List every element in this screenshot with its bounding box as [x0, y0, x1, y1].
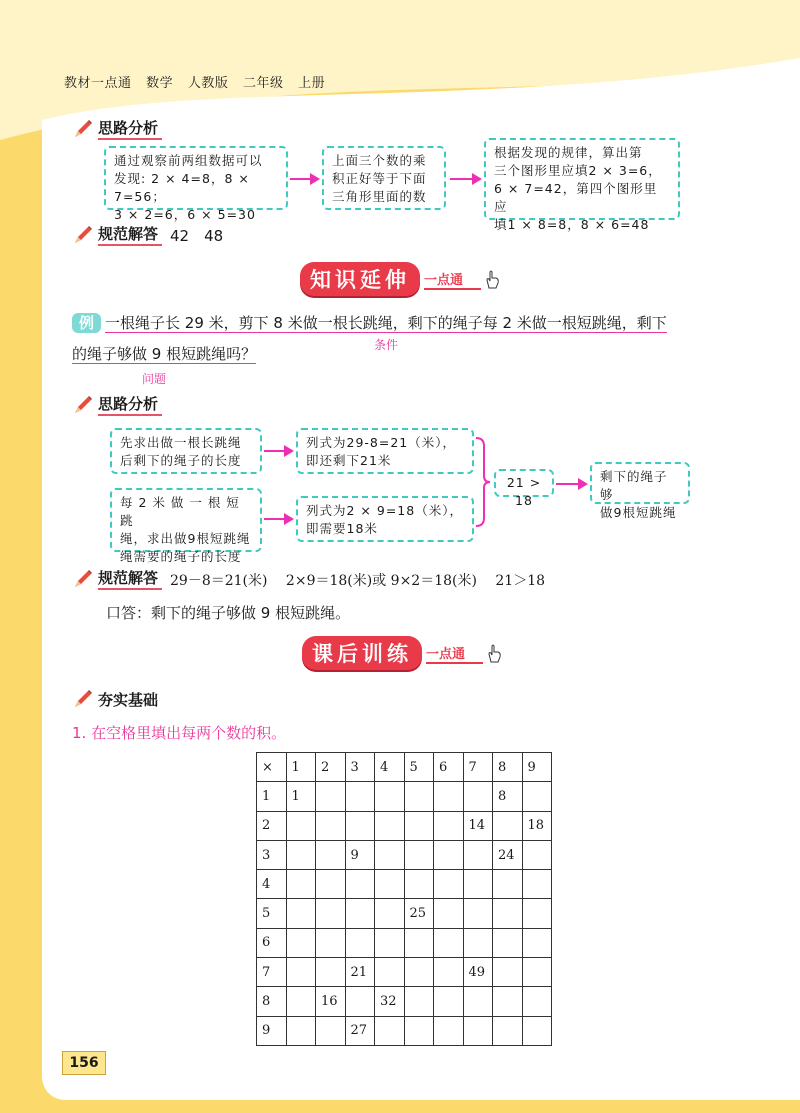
analysis-box-a — [110, 428, 262, 474]
table-cell[interactable] — [434, 811, 464, 840]
box-line: 三个图形里应填2 × 3=6， — [494, 163, 662, 178]
box-line: 即还剩下21米 — [306, 453, 392, 468]
table-header-cell: 4 — [257, 870, 287, 899]
banner-title: 课后训练 — [302, 636, 422, 670]
table-cell[interactable] — [345, 928, 375, 957]
table-row — [257, 870, 552, 899]
table-cell[interactable] — [493, 958, 523, 987]
table-cell[interactable] — [316, 958, 346, 987]
table-row — [257, 958, 552, 987]
table-cell[interactable]: 32 — [375, 987, 405, 1016]
box-line: 通过观察前两组数据可以 — [114, 153, 263, 168]
table-cell[interactable]: 8 — [493, 782, 523, 811]
table-cell[interactable] — [345, 899, 375, 928]
analysis-box-f — [590, 462, 690, 520]
pencil-icon — [72, 688, 94, 710]
analysis-title-1: 思路分析 — [98, 118, 162, 140]
table-cell[interactable] — [286, 958, 316, 987]
table-cell[interactable] — [404, 928, 434, 957]
table-cell[interactable]: 21 — [345, 958, 375, 987]
arrow-right-icon — [556, 483, 586, 485]
table-row — [257, 753, 552, 782]
box-line: 上面三个数的乘 — [332, 153, 427, 168]
table-cell[interactable] — [345, 870, 375, 899]
subject: 数学 — [146, 76, 174, 91]
table-cell[interactable] — [316, 782, 346, 811]
table-cell[interactable] — [375, 958, 405, 987]
basics-title: 夯实基础 — [98, 691, 159, 709]
table-cell[interactable] — [404, 870, 434, 899]
table-cell[interactable] — [286, 811, 316, 840]
table-header-cell: 9 — [522, 753, 552, 782]
table-cell[interactable] — [493, 811, 523, 840]
table-cell[interactable] — [434, 840, 464, 869]
table-header-cell: 1 — [257, 782, 287, 811]
analysis-heading-2 — [72, 392, 162, 416]
table-header-cell: 8 — [257, 987, 287, 1016]
table-cell[interactable] — [463, 782, 493, 811]
table-cell[interactable] — [434, 1016, 464, 1045]
table-cell[interactable] — [404, 811, 434, 840]
box-line: 绳，求出做9根短跳绳 — [120, 531, 251, 546]
table-header-cell: 2 — [257, 811, 287, 840]
answer-title-2: 规范解答 — [98, 568, 162, 590]
table-row — [257, 840, 552, 869]
banner-tail: 一点通 — [426, 643, 483, 664]
table-cell[interactable] — [375, 811, 405, 840]
table-cell[interactable] — [463, 928, 493, 957]
box-line: 先求出做一根长跳绳 — [120, 435, 242, 450]
table-cell[interactable] — [375, 1016, 405, 1045]
table-cell[interactable] — [522, 1016, 552, 1045]
table-cell[interactable] — [404, 987, 434, 1016]
example-problem — [72, 308, 740, 370]
table-header-cell: × — [257, 753, 287, 782]
table-row — [257, 899, 552, 928]
box-line: 后剩下的绳子的长度 — [120, 453, 242, 468]
table-cell[interactable]: 16 — [316, 987, 346, 1016]
table-cell[interactable] — [286, 840, 316, 869]
answer-heading-2 — [72, 566, 545, 590]
table-cell[interactable] — [375, 870, 405, 899]
table-cell[interactable] — [375, 782, 405, 811]
box-line: 三角形里面的数 — [332, 189, 427, 204]
multiplication-table — [256, 752, 552, 1046]
table-cell[interactable] — [493, 928, 523, 957]
table-cell[interactable] — [434, 899, 464, 928]
table-cell[interactable] — [404, 1016, 434, 1045]
table-cell[interactable] — [286, 899, 316, 928]
book-name: 教材一点通 — [64, 76, 132, 91]
brace-icon — [474, 436, 494, 528]
answer-heading-1 — [72, 222, 223, 246]
table-cell[interactable] — [522, 782, 552, 811]
pointer-hand-icon — [483, 642, 505, 664]
table-cell[interactable] — [522, 987, 552, 1016]
grade: 二年级 — [242, 76, 284, 91]
table-cell[interactable] — [375, 840, 405, 869]
banner-after-class-practice — [302, 636, 505, 670]
page-number: 156 — [62, 1051, 106, 1075]
table-cell[interactable] — [522, 870, 552, 899]
analysis-box-2 — [322, 146, 446, 210]
example-line-1: 一根绳子长 29 米，剪下 8 米做一根长跳绳，剩下的绳子每 2 米做一根短跳绳，剩下 — [105, 314, 667, 332]
basics-heading — [72, 686, 162, 710]
table-row — [257, 1016, 552, 1045]
table-cell[interactable] — [522, 840, 552, 869]
volume: 上册 — [298, 76, 326, 91]
edition: 人教版 — [187, 76, 229, 91]
box-line: 剩下的绳子够 — [600, 469, 668, 502]
book-header — [64, 72, 335, 91]
table-cell[interactable] — [463, 899, 493, 928]
example-line-2: 的绳子够做 9 根短跳绳吗？ — [72, 345, 257, 363]
box-line: 3 × 2=6，6 × 5=30 — [114, 207, 256, 222]
arrow-right-icon — [290, 178, 318, 180]
box-line: 填1 × 8=8，8 × 6=48 — [494, 217, 650, 232]
table-header-cell: 6 — [434, 753, 464, 782]
table-cell[interactable] — [522, 928, 552, 957]
table-cell[interactable] — [286, 987, 316, 1016]
table-header-cell: 8 — [493, 753, 523, 782]
analysis-box-c — [110, 488, 262, 564]
box-line: 发现: 2 × 4=8，8 × 7=56； — [114, 171, 250, 204]
table-cell[interactable]: 1 — [286, 782, 316, 811]
box-line: 6 × 7=42，第四个图形里应 — [494, 181, 658, 214]
pointer-hand-icon — [481, 268, 503, 290]
table-cell[interactable] — [434, 928, 464, 957]
question-note: 问题 — [142, 372, 167, 386]
table-cell[interactable] — [463, 840, 493, 869]
table-cell[interactable] — [404, 958, 434, 987]
table-cell[interactable]: 25 — [404, 899, 434, 928]
table-cell[interactable] — [404, 782, 434, 811]
box-line: 绳需要的绳子的长度 — [120, 549, 242, 564]
table-cell[interactable]: 14 — [463, 811, 493, 840]
table-cell[interactable] — [316, 928, 346, 957]
pencil-icon — [72, 224, 94, 246]
table-cell[interactable] — [463, 987, 493, 1016]
banner-tail: 一点通 — [424, 269, 481, 290]
table-cell[interactable] — [434, 958, 464, 987]
answer-2: 29－8＝21(米) 2×9＝18(米)或 9×2＝18(米) 21＞18 — [170, 573, 546, 589]
table-header-cell: 4 — [375, 753, 405, 782]
table-cell[interactable] — [345, 987, 375, 1016]
oral-answer: 口答：剩下的绳子够做 9 根短跳绳。 — [106, 604, 351, 622]
table-row — [257, 987, 552, 1016]
analysis-title-2: 思路分析 — [98, 394, 162, 416]
table-cell[interactable] — [463, 870, 493, 899]
table-row — [257, 782, 552, 811]
analysis-box-e: 21 > 18 — [494, 469, 554, 497]
box-line: 每 2 米 做 一 根 短 跳 — [120, 495, 240, 528]
table-header-cell: 6 — [257, 928, 287, 957]
table-row — [257, 811, 552, 840]
table-cell[interactable]: 27 — [345, 1016, 375, 1045]
table-cell[interactable] — [434, 987, 464, 1016]
table-cell[interactable] — [286, 1016, 316, 1045]
table-header-cell: 3 — [345, 753, 375, 782]
table-header-cell: 9 — [257, 1016, 287, 1045]
box-line: 做9根短跳绳 — [600, 505, 677, 520]
table-cell[interactable]: 24 — [493, 840, 523, 869]
box-line: 根据发现的规律，算出第 — [494, 145, 643, 160]
table-row — [257, 928, 552, 957]
table-cell[interactable] — [375, 928, 405, 957]
question-1: 1. 在空格里填出每两个数的积。 — [72, 724, 287, 742]
table-header-cell: 5 — [404, 753, 434, 782]
answer-title-1: 规范解答 — [98, 224, 162, 246]
table-cell[interactable] — [434, 870, 464, 899]
table-cell[interactable] — [316, 811, 346, 840]
table-cell[interactable] — [404, 840, 434, 869]
table-cell[interactable] — [493, 870, 523, 899]
box-line: 积正好等于下面 — [332, 171, 427, 186]
analysis-box-d — [296, 496, 474, 542]
box-line: 列式为29-8=21（米）， — [306, 435, 456, 450]
table-cell[interactable] — [493, 1016, 523, 1045]
table-cell[interactable] — [493, 899, 523, 928]
box-line: 即需要18米 — [306, 521, 378, 536]
table-header-cell: 3 — [257, 840, 287, 869]
pencil-icon — [72, 394, 94, 416]
pencil-icon — [72, 118, 94, 140]
table-cell[interactable] — [522, 899, 552, 928]
table-cell[interactable]: 18 — [522, 811, 552, 840]
table-header-cell: 5 — [257, 899, 287, 928]
table-header-cell: 7 — [463, 753, 493, 782]
analysis-box-1 — [104, 146, 288, 222]
arrow-right-icon — [264, 518, 292, 520]
table-cell[interactable] — [286, 870, 316, 899]
arrow-right-icon — [450, 178, 480, 180]
banner-title: 知识延伸 — [300, 262, 420, 296]
pencil-icon — [72, 568, 94, 590]
banner-knowledge-extension — [300, 262, 503, 296]
table-cell[interactable] — [463, 1016, 493, 1045]
table-header-cell: 2 — [316, 753, 346, 782]
arrow-right-icon — [264, 450, 292, 452]
table-cell[interactable] — [375, 899, 405, 928]
analysis-box-3 — [484, 138, 680, 232]
table-cell[interactable] — [316, 899, 346, 928]
table-cell[interactable] — [493, 987, 523, 1016]
box-line: 列式为2 × 9=18（米）， — [306, 503, 463, 518]
analysis-heading-1 — [72, 116, 162, 140]
table-cell[interactable]: 9 — [345, 840, 375, 869]
table-header-cell: 7 — [257, 958, 287, 987]
table-cell[interactable] — [316, 870, 346, 899]
table-cell[interactable] — [522, 958, 552, 987]
table-cell[interactable] — [434, 782, 464, 811]
table-cell[interactable] — [345, 811, 375, 840]
answer-1: 42 48 — [170, 227, 224, 245]
table-cell[interactable] — [316, 1016, 346, 1045]
table-cell[interactable] — [345, 782, 375, 811]
table-header-cell: 1 — [286, 753, 316, 782]
table-cell[interactable]: 49 — [463, 958, 493, 987]
analysis-box-b — [296, 428, 474, 474]
example-tag: 例 — [72, 313, 101, 333]
table-cell[interactable] — [286, 928, 316, 957]
condition-note: 条件 — [374, 338, 399, 352]
table-cell[interactable] — [316, 840, 346, 869]
